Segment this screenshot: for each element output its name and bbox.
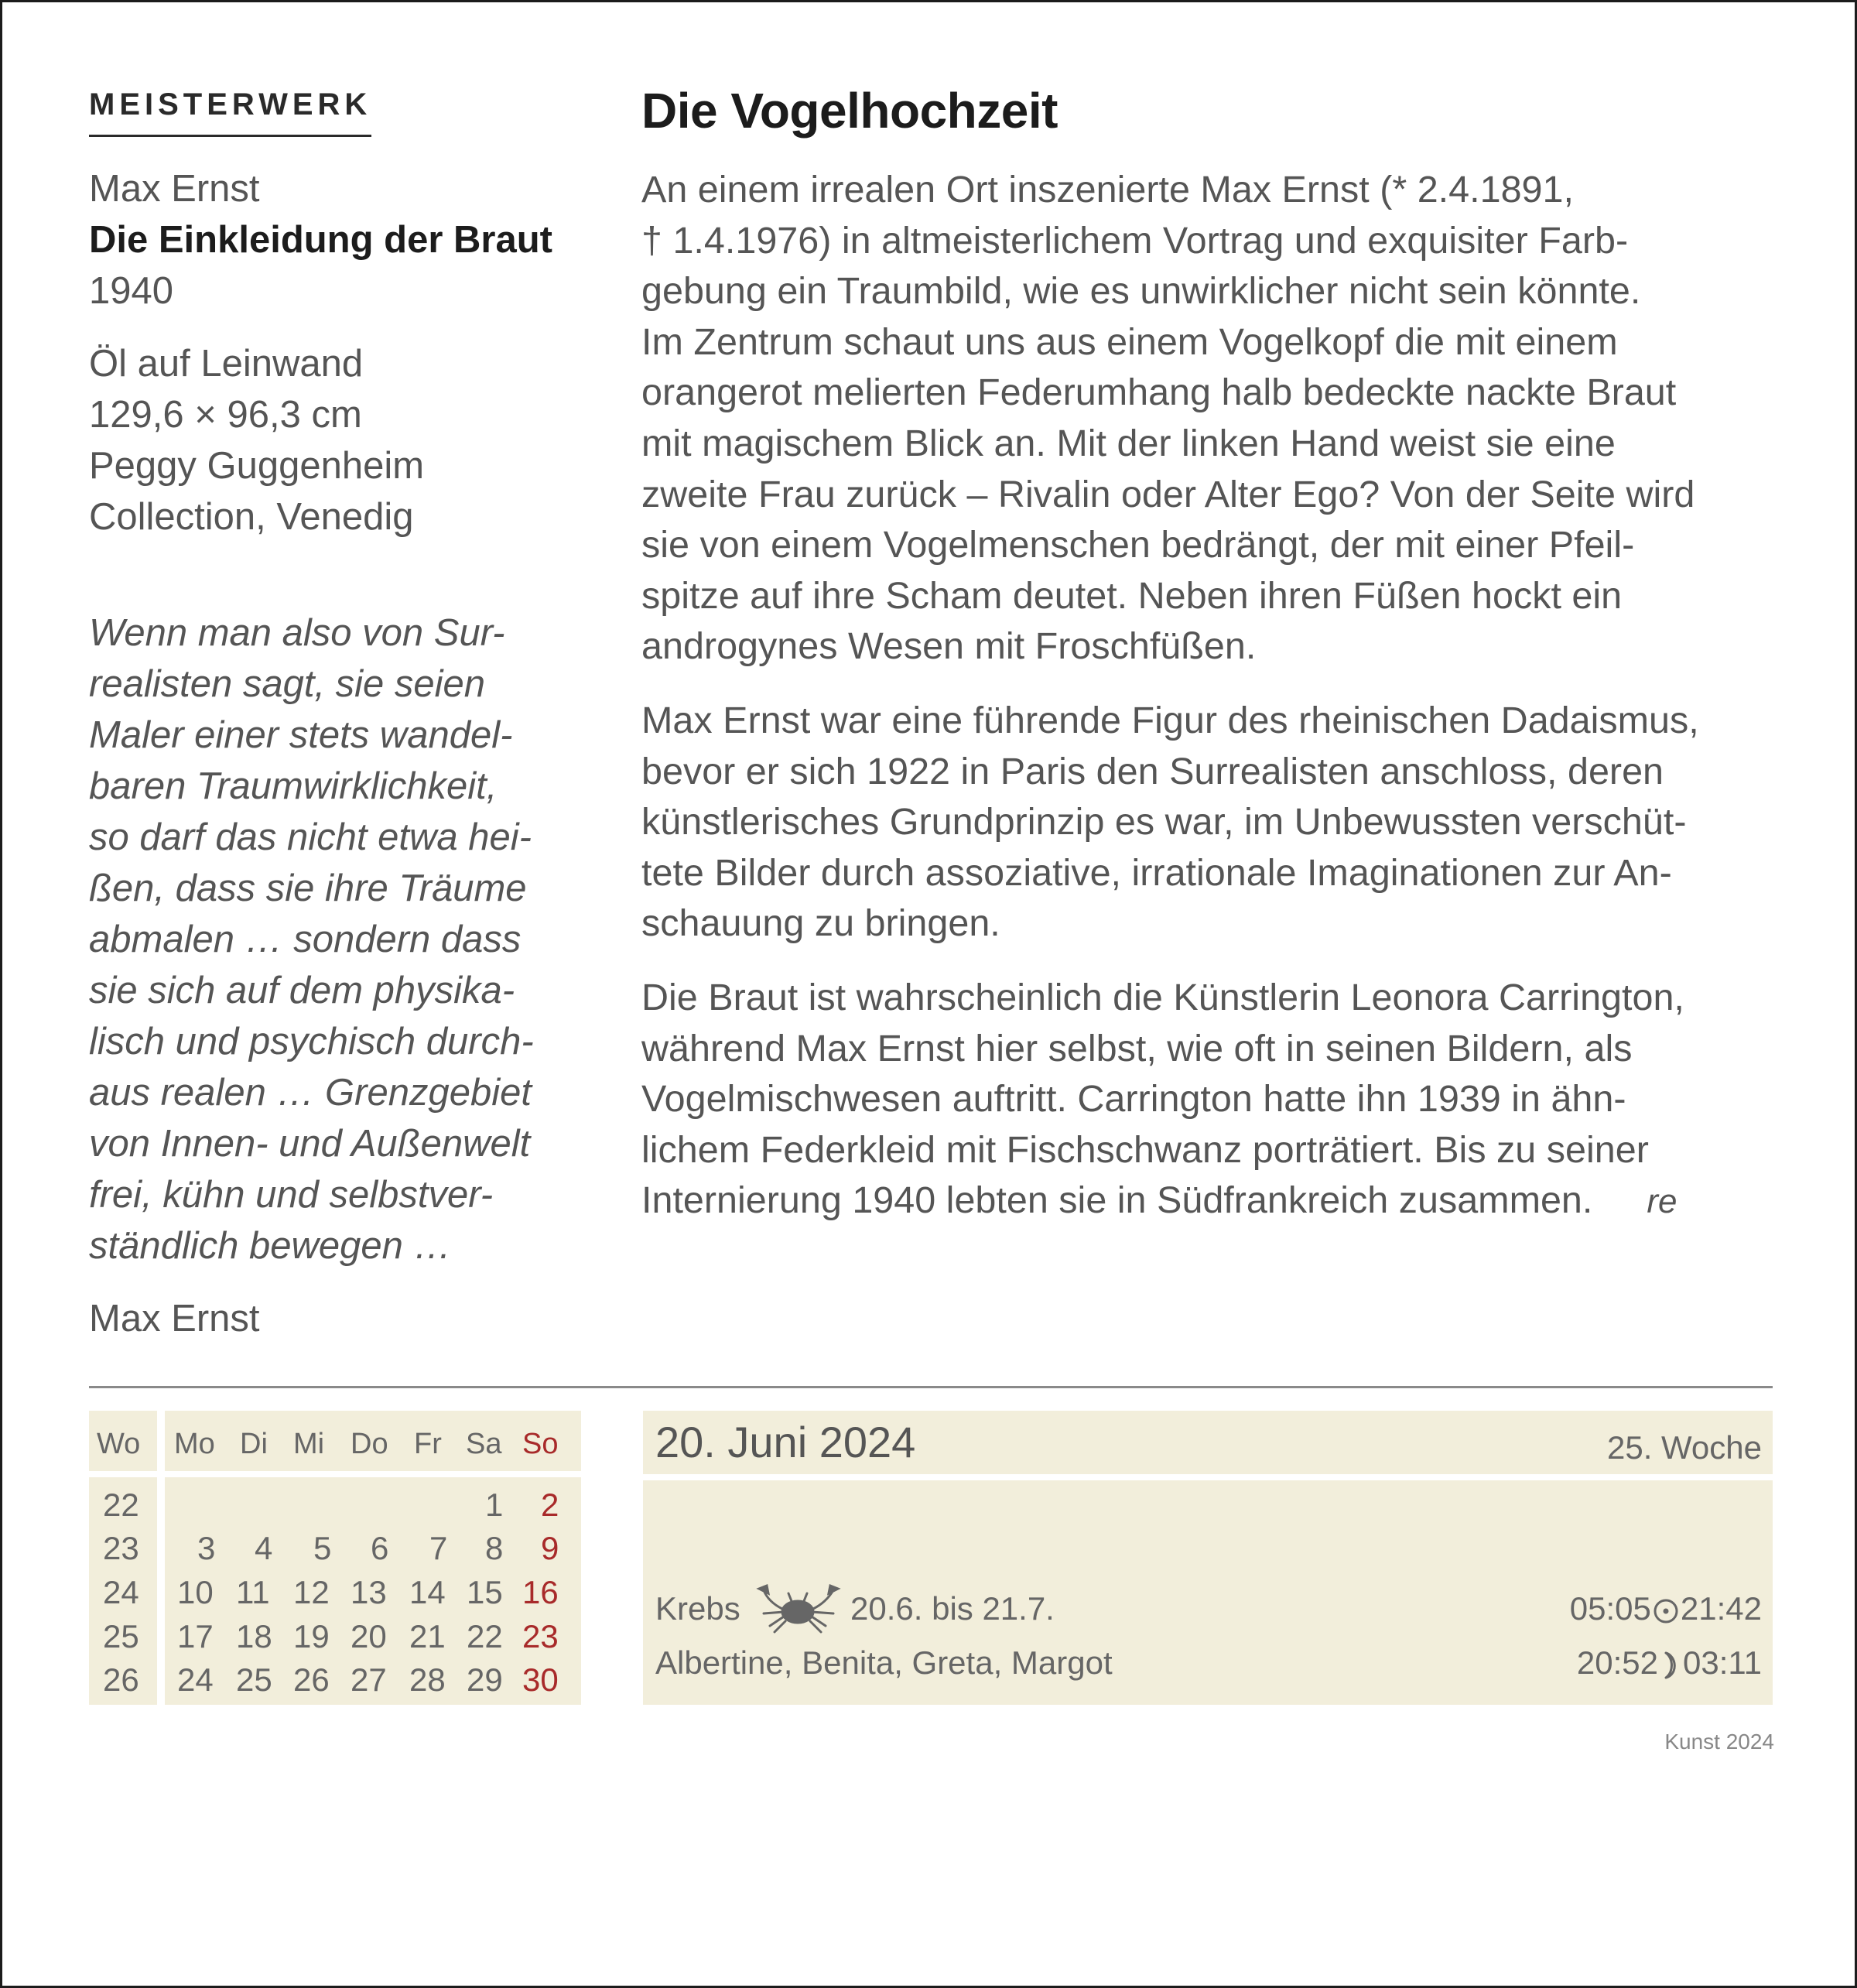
day-panel <box>643 1411 1773 1705</box>
text-line: schauung zu bringen. <box>641 902 1000 945</box>
day-cell: 16 <box>522 1574 559 1610</box>
sun-icon <box>1653 1598 1679 1624</box>
text-line: orangerot melierten Federumhang halb bedeckte nackte Braut <box>641 371 1677 414</box>
week-number: 25 <box>103 1618 139 1654</box>
paragraph-2 <box>641 696 1779 950</box>
quote-line: so darf das nicht etwa hei- <box>89 816 532 858</box>
day-cell: 6 <box>371 1530 389 1566</box>
day-cell: 8 <box>485 1530 504 1566</box>
text-line-content: Internierung 1940 lebten sie in Südfrankreich zusammen. <box>641 1179 1593 1222</box>
artist-name: Max Ernst <box>89 168 260 210</box>
text-line: Im Zentrum schaut uns aus einem Vogelkopf die mit einem <box>641 320 1618 363</box>
week-number: 24 <box>103 1574 139 1610</box>
sunset-time: 21:42 <box>1680 1590 1762 1627</box>
day-cell: 22 <box>467 1618 503 1654</box>
medium-line: Collection, Venedig <box>89 496 414 538</box>
day-cell: 27 <box>351 1661 387 1698</box>
quote-line: Maler einer stets wandel- <box>89 714 513 756</box>
quote-line: realisten sagt, sie seien <box>89 663 486 705</box>
text-line: Vogelmischwesen auftritt. Carrington hatte ihn 1939 in ähn- <box>641 1078 1626 1121</box>
quote-line: ständlich bewegen … <box>89 1225 452 1267</box>
header-sa: Sa <box>466 1428 502 1460</box>
article <box>641 80 1779 1227</box>
medium-line: Peggy Guggenheim <box>89 445 425 487</box>
day-cell: 12 <box>293 1574 330 1610</box>
week-label: 25. Woche <box>1606 1429 1762 1466</box>
text-line: An einem irrealen Ort inszenierte Max Ernst (* 2.4.1891, <box>641 169 1574 210</box>
crab-icon <box>753 1583 844 1637</box>
zodiac-range: 20.6. bis 21.7. <box>850 1590 1055 1627</box>
day-cell: 20 <box>351 1618 387 1654</box>
quote-line: Wenn man also von Sur- <box>89 612 505 654</box>
artwork-year: 1940 <box>89 270 174 312</box>
paragraph-1 <box>641 165 1779 672</box>
header-di: Di <box>240 1428 268 1460</box>
medium-line: Öl auf Leinwand <box>89 343 364 385</box>
text-line: künstlerisches Grundprinzip es war, im Unbewussten verschüt- <box>641 801 1687 843</box>
day-cell: 4 <box>255 1530 273 1566</box>
quote-line: von Innen- und Außenwelt <box>89 1123 531 1165</box>
week-number: 23 <box>103 1530 139 1566</box>
day-cell: 26 <box>293 1661 330 1698</box>
text-line: androgynes Wesen mit Froschfüßen. <box>641 625 1257 668</box>
day-cell: 30 <box>522 1661 559 1698</box>
text-line: während Max Ernst hier selbst, wie oft in seinen Bildern, als <box>641 1027 1633 1069</box>
divider <box>89 1386 1773 1388</box>
day-cell: 24 <box>177 1661 214 1698</box>
header-week: Wo <box>97 1428 141 1460</box>
column-separator <box>157 1411 165 1705</box>
moonset-time: 03:11 <box>1683 1644 1762 1681</box>
day-cell: 13 <box>351 1574 387 1610</box>
day-cell: 9 <box>541 1530 559 1566</box>
quote-author: Max Ernst <box>89 1298 260 1340</box>
week-number: 26 <box>103 1661 139 1698</box>
artwork-details <box>89 338 592 542</box>
article-headline: Die Vogelhochzeit <box>641 83 1058 139</box>
text-line: spitze auf ihre Scham deutet. Neben ihren Füßen hockt ein <box>641 574 1623 617</box>
text-line: tete Bilder durch assoziative, irrationale Imaginationen zur An- <box>641 851 1672 894</box>
day-cell: 2 <box>541 1487 559 1523</box>
paragraph-3 <box>641 973 1779 1227</box>
text-line: Die Braut ist wahrscheinlich die Künstlerin Leonora Carrington, <box>641 976 1684 1018</box>
day-cell: 29 <box>467 1661 503 1698</box>
section-kicker: MEISTERWERK <box>89 87 371 137</box>
text-line: mit magischem Blick an. Mit der linken Hand weist sie eine <box>641 422 1616 464</box>
header-do: Do <box>351 1428 388 1460</box>
day-cell: 14 <box>409 1574 446 1610</box>
text-line: zweite Frau zurück – Rivalin oder Alter Ego? Von der Seite wird <box>641 473 1695 515</box>
quote-line: ßen, dass sie ihre Träume <box>89 867 527 909</box>
text-line: Max Ernst war eine führende Figur des rheinischen Dadaismus, <box>641 699 1699 741</box>
artwork-title: Die Einkleidung der Braut <box>89 219 552 261</box>
quote-line: aus realen … Grenzgebiet <box>89 1072 532 1114</box>
day-cell: 17 <box>177 1618 214 1654</box>
day-cell: 25 <box>236 1661 272 1698</box>
text-line: lichem Federkleid mit Fischschwanz porträtiert. Bis zu seiner <box>641 1128 1649 1171</box>
header-so: So <box>522 1428 559 1460</box>
name-days: Albertine, Benita, Greta, Margot <box>655 1644 1113 1681</box>
quote-line: frei, kühn und selbstver- <box>89 1174 494 1216</box>
current-date: 20. Juni 2024 <box>655 1418 916 1466</box>
header-separator <box>89 1471 581 1477</box>
text-line <box>641 1175 1779 1227</box>
moon-icon <box>1660 1651 1681 1680</box>
sidebar <box>89 87 592 1344</box>
date-separator <box>643 1474 1773 1480</box>
author-initials: re <box>1647 1182 1677 1221</box>
day-cell: 21 <box>409 1618 446 1654</box>
week-number: 22 <box>103 1487 139 1523</box>
sun-times <box>1570 1590 1762 1627</box>
day-cell: 18 <box>236 1618 272 1654</box>
day-cell: 23 <box>522 1618 559 1654</box>
footer-label: Kunst 2024 <box>1664 1730 1774 1754</box>
mini-calendar <box>89 1411 581 1705</box>
sunrise-time: 05:05 <box>1569 1590 1651 1627</box>
text-line: † 1.4.1976) in altmeisterlichem Vortrag und exquisiter Farb- <box>641 219 1629 262</box>
moonrise-time: 20:52 <box>1576 1644 1658 1681</box>
medium-line: 129,6 × 96,3 cm <box>89 394 362 436</box>
day-cell: 19 <box>293 1618 330 1654</box>
text-line: gebung ein Traumbild, wie es unwirklicher nicht sein könnte. <box>641 270 1641 313</box>
day-cell: 10 <box>177 1574 214 1610</box>
day-cell: 5 <box>313 1530 332 1566</box>
day-cell: 1 <box>485 1487 504 1523</box>
day-cell: 7 <box>429 1530 448 1566</box>
quote-line: baren Traumwirklichkeit, <box>89 765 498 807</box>
quote-line: lisch und psychisch durch- <box>89 1021 534 1062</box>
quote <box>89 607 592 1271</box>
quote-line: abmalen … sondern dass <box>89 919 522 960</box>
day-cell: 28 <box>409 1661 446 1698</box>
header-mi: Mi <box>293 1428 325 1460</box>
day-cell: 11 <box>236 1574 270 1610</box>
zodiac-name: Krebs <box>655 1590 740 1627</box>
moon-times <box>1577 1644 1762 1682</box>
header-fr: Fr <box>414 1428 442 1460</box>
day-cell: 15 <box>467 1574 503 1610</box>
quote-line: sie sich auf dem physika- <box>89 970 515 1011</box>
text-line: sie von einem Vogelmenschen bedrängt, der mit einer Pfeil- <box>641 524 1635 566</box>
header-mo: Mo <box>174 1428 215 1460</box>
text-line: bevor er sich 1922 in Paris den Surrealisten anschloss, deren <box>641 750 1664 792</box>
day-cell: 3 <box>197 1530 216 1566</box>
